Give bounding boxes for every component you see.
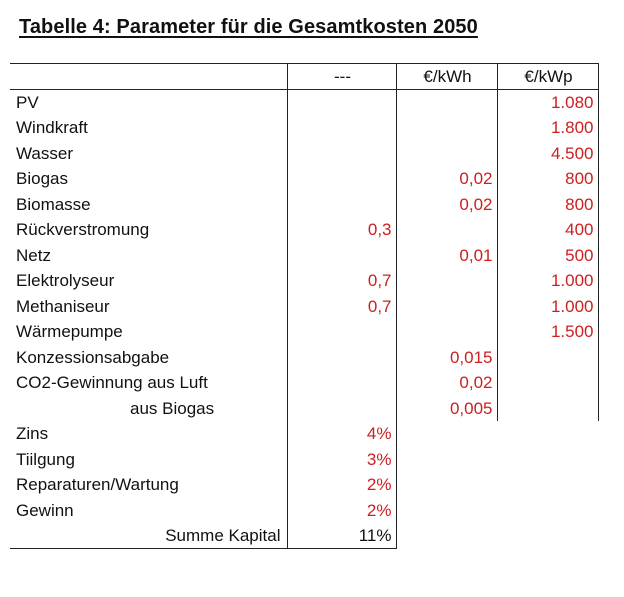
table-row	[10, 294, 598, 320]
value-eur-kwh	[396, 141, 497, 167]
finance-row	[10, 447, 598, 473]
value-eur-kwp: 800	[497, 166, 598, 192]
value-eur-kwp	[497, 370, 598, 396]
parameter-table	[10, 63, 599, 549]
table-row	[10, 345, 598, 371]
value-eur-kwp: 500	[497, 243, 598, 269]
finance-value: 2%	[287, 472, 396, 498]
empty-cell	[396, 472, 497, 498]
value-eur-kwp: 1.500	[497, 319, 598, 345]
value-none	[287, 370, 396, 396]
finance-label: Reparaturen/Wartung	[16, 475, 179, 495]
row-label: Biomasse	[16, 194, 91, 214]
value-eur-kwh	[396, 217, 497, 243]
value-eur-kwp: 400	[497, 217, 598, 243]
finance-label: Tiilgung	[16, 449, 75, 469]
empty-cell	[497, 472, 598, 498]
row-label: Rückverstromung	[16, 220, 150, 240]
finance-row	[10, 472, 598, 498]
value-eur-kwh	[396, 319, 497, 345]
row-label: Biogas	[16, 169, 68, 189]
value-none	[287, 396, 396, 422]
value-none	[287, 166, 396, 192]
row-label: Elektrolyseur	[16, 271, 115, 291]
summary-value: 11%	[287, 523, 396, 549]
value-eur-kwp: 1.080	[497, 90, 598, 116]
value-none	[287, 141, 396, 167]
value-eur-kwh: 0,02	[396, 370, 497, 396]
value-none	[287, 345, 396, 371]
value-eur-kwh	[396, 294, 497, 320]
finance-value: 3%	[287, 447, 396, 473]
row-label: Konzessionsabgabe	[16, 347, 170, 367]
table-row	[10, 166, 598, 192]
value-eur-kwh	[396, 115, 497, 141]
table-row	[10, 192, 598, 218]
empty-cell	[497, 498, 598, 524]
value-eur-kwh	[396, 90, 497, 116]
empty-cell	[396, 421, 497, 447]
finance-row	[10, 421, 598, 447]
empty-cell	[396, 498, 497, 524]
empty-cell	[396, 523, 497, 549]
row-label: Windkraft	[16, 118, 88, 138]
table-row	[10, 90, 598, 116]
row-label: Netz	[16, 245, 51, 265]
value-eur-kwp: 4.500	[497, 141, 598, 167]
empty-cell	[396, 447, 497, 473]
summary-label: Summe Kapital	[10, 523, 287, 549]
value-none	[287, 115, 396, 141]
value-eur-kwp: 1.000	[497, 294, 598, 320]
value-none	[287, 319, 396, 345]
value-eur-kwp	[497, 396, 598, 422]
column-header-eur-kwp: €/kWp	[497, 64, 598, 90]
page-title: Tabelle 4: Parameter für die Gesamtkosten 2050	[19, 16, 478, 38]
summary-row	[10, 523, 598, 549]
finance-value: 4%	[287, 421, 396, 447]
value-eur-kwh: 0,015	[396, 345, 497, 371]
value-eur-kwp: 800	[497, 192, 598, 218]
table-row	[10, 396, 598, 422]
table-row	[10, 115, 598, 141]
column-header-eur-kwh: €/kWh	[396, 64, 497, 90]
finance-value: 2%	[287, 498, 396, 524]
row-label: Wasser	[16, 143, 73, 163]
value-eur-kwp	[497, 345, 598, 371]
column-header-none: ---	[287, 64, 396, 90]
table-row	[10, 268, 598, 294]
value-none: 0,7	[287, 294, 396, 320]
finance-label: Gewinn	[16, 500, 74, 520]
value-eur-kwh	[396, 268, 497, 294]
table-row	[10, 243, 598, 269]
row-label: Methaniseur	[16, 296, 110, 316]
row-label: PV	[10, 90, 287, 116]
value-none	[287, 90, 396, 116]
value-none	[287, 192, 396, 218]
row-label: CO2-Gewinnung aus Luft	[16, 373, 208, 393]
table-row	[10, 319, 598, 345]
value-none	[287, 243, 396, 269]
value-eur-kwp: 1.000	[497, 268, 598, 294]
finance-label: Zins	[16, 424, 49, 444]
value-eur-kwh: 0,02	[396, 166, 497, 192]
table-row	[10, 217, 598, 243]
row-label: Wärmepumpe	[16, 322, 123, 342]
row-label: aus Biogas	[130, 398, 215, 418]
value-eur-kwh: 0,01	[396, 243, 497, 269]
empty-cell	[497, 523, 598, 549]
value-none: 0,3	[287, 217, 396, 243]
value-eur-kwh: 0,02	[396, 192, 497, 218]
table-row	[10, 370, 598, 396]
value-eur-kwh: 0,005	[396, 396, 497, 422]
value-none: 0,7	[287, 268, 396, 294]
finance-row	[10, 498, 598, 524]
empty-cell	[497, 421, 598, 447]
header-empty-cell	[10, 64, 287, 90]
value-eur-kwp: 1.800	[497, 115, 598, 141]
empty-cell	[497, 447, 598, 473]
header-row	[10, 64, 598, 90]
table-row	[10, 141, 598, 167]
